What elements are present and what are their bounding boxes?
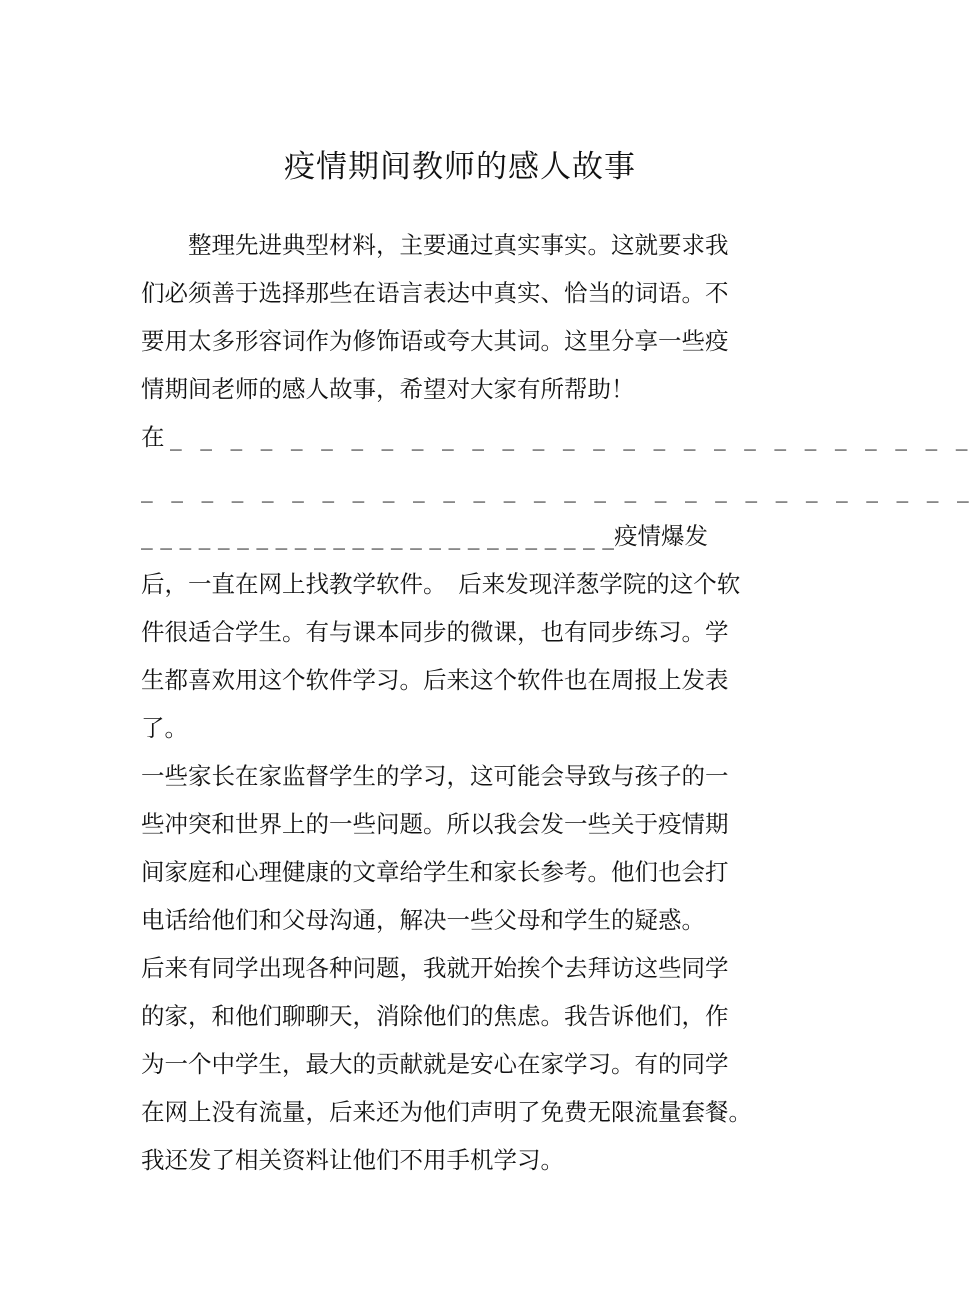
body-line: 情期间老师的感人故事，希望对大家有所帮助！: [141, 375, 635, 403]
body-line: 后，一直在网上找教学软件。 后来发现洋葱学院的这个软: [141, 570, 741, 598]
body-line: 间家庭和心理健康的文章给学生和家长参考。他们也会打: [141, 858, 729, 886]
body-line: 一些家长在家监督学生的学习，这可能会导致与孩子的一: [141, 762, 729, 790]
body-line: _ _ _ _ _ _ _ _ _ _ _ _ _ _ _ _ _ _ _ _ _ _ _ _ _疫情爆发: [141, 522, 709, 550]
body-line: 在网上没有流量，后来还为他们声明了免费无限流量套餐。: [141, 1098, 752, 1126]
body-line: 我还发了相关资料让他们不用手机学习。: [141, 1146, 564, 1174]
body-line: 了。: [141, 714, 188, 742]
body-line: 为一个中学生，最大的贡献就是安心在家学习。有的同学: [141, 1050, 729, 1078]
body-line: 生都喜欢用这个软件学习。后来这个软件也在周报上发表: [141, 666, 729, 694]
body-line: 们必须善于选择那些在语言表达中真实、恰当的词语。不: [141, 279, 729, 307]
body-line: 的家，和他们聊聊天，消除他们的焦虑。我告诉他们，作: [141, 1002, 729, 1030]
body-line: 件很适合学生。有与课本同步的微课，也有同步练习。学: [141, 618, 729, 646]
blank-fill-line: _ _ _ _ _ _ _ _ _ _ _ _ _ _ _ _ _ _ _ _ _ _ _ _ _ _ _ _: [141, 475, 974, 503]
document-title: 疫情期间教师的感人故事: [284, 149, 636, 185]
body-line: 要用太多形容词作为修饰语或夸大其词。这里分享一些疫: [141, 327, 729, 355]
body-line: 后来有同学出现各种问题，我就开始挨个去拜访这些同学: [141, 954, 729, 982]
body-line: 整理先进典型材料，主要通过真实事实。这就要求我: [141, 231, 729, 259]
body-line: 些冲突和世界上的一些问题。所以我会发一些关于疫情期: [141, 810, 729, 838]
blank-fill-line: 在_ _ _ _ _ _ _ _ _ _ _ _ _ _ _ _ _ _ _ _ _ _ _ _ _ _ _: [141, 423, 973, 451]
body-line: 电话给他们和父母沟通，解决一些父母和学生的疑惑。: [141, 906, 705, 934]
